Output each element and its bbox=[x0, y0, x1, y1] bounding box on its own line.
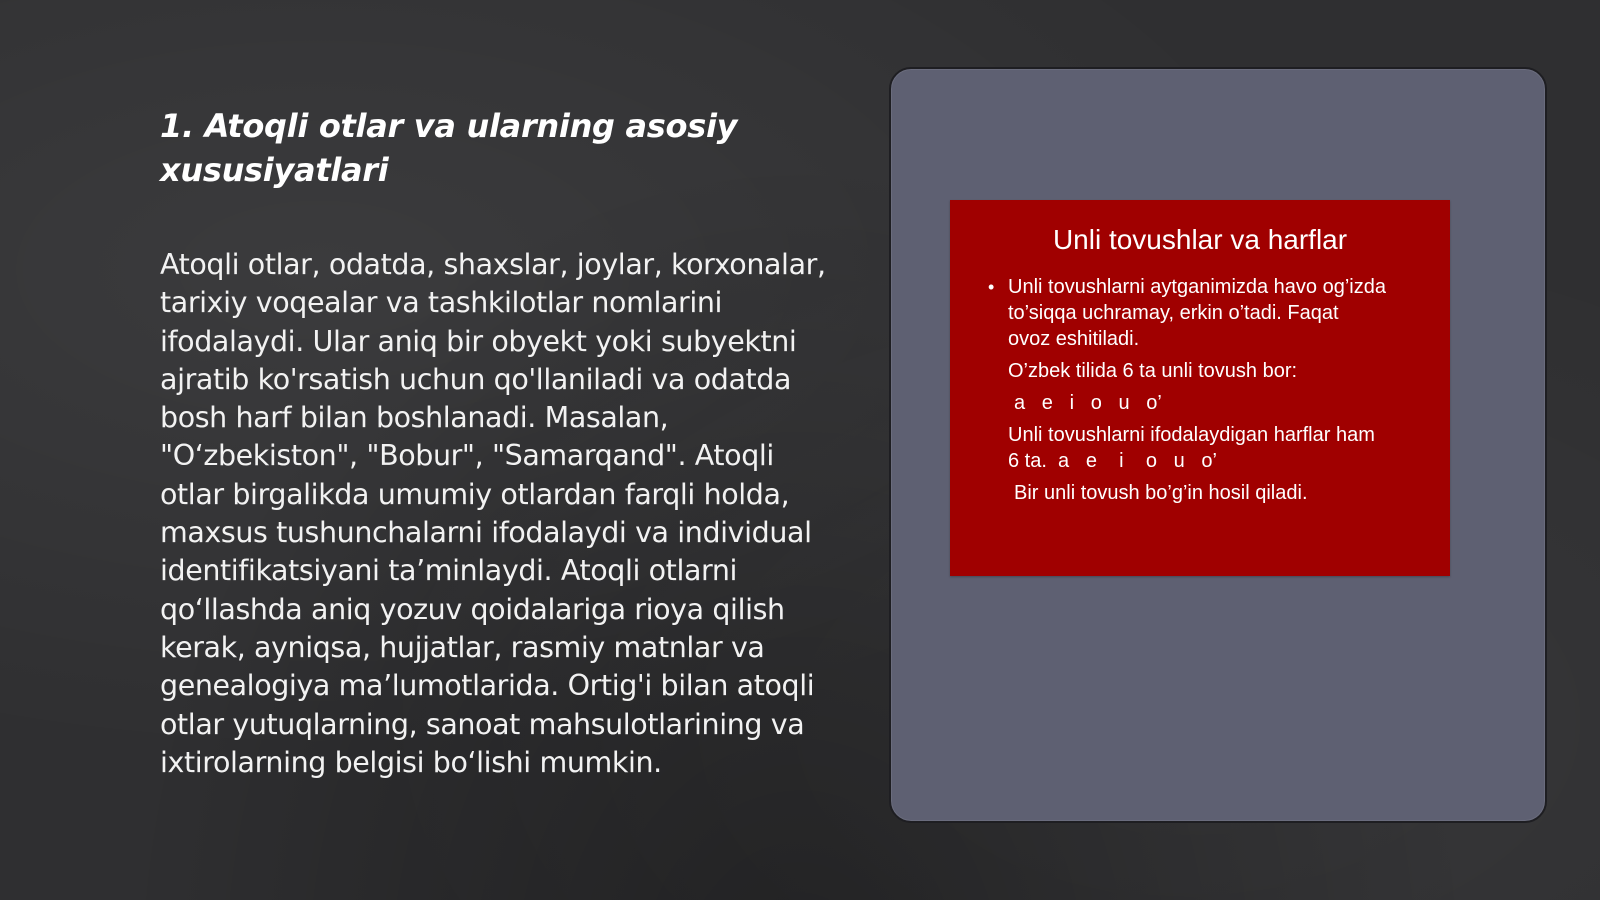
embedded-slide-list bbox=[986, 274, 1430, 506]
list-line: 6 ta. a e i o u o’ bbox=[1008, 450, 1217, 472]
list-line: Unli tovushlarni ifodalaydigan harflar ham bbox=[1008, 424, 1375, 446]
list-item bbox=[986, 390, 1430, 416]
list-line: to’siqqa uchramay, erkin o’tadi. Faqat bbox=[1008, 302, 1339, 324]
slide-body-text: Atoqli otlar, odatda, shaxslar, joylar, korxonalar, tarixiy voqealar va tashkilotlar nomlarini ifodalaydi. Ular aniq bir obyekt yoki subyektni ajratib ko'rsatish uchun qo'llaniladi va odatda bosh harf bilan boshlanadi. Masalan, "O‘zbekiston", "Bobur", "Samarqand". Atoqli otlar birgalikda umumiy otlardan farqli holda, maxsus tushunchalarni ifodalaydi va individual identifikatsiyani ta’minlaydi. Atoqli otlarni qo‘llashda aniq yozuv qoidalariga rioya qilish kerak, ayniqsa, hujjatlar, rasmiy matnlar va genealogiya ma’lumotlarida. Ortig'i bilan atoqli otlar yutuqlarning, sanoat mahsulotlarining va ixtirolarning belgisi bo‘lishi mumkin. bbox=[160, 248, 826, 779]
bullet-icon: • bbox=[988, 277, 995, 297]
slide-title: 1. Atoqli otlar va ularning asosiy xususiyatlari bbox=[160, 107, 738, 189]
list-line: Bir unli tovush bo’g’in hosil qiladi. bbox=[1014, 482, 1308, 504]
list-item bbox=[986, 480, 1430, 506]
list-item bbox=[986, 274, 1430, 352]
list-item bbox=[986, 358, 1430, 384]
list-item bbox=[986, 422, 1430, 474]
embedded-slide-title: Unli tovushlar va harflar bbox=[1052, 224, 1348, 255]
embedded-slide-image bbox=[950, 200, 1450, 576]
vowel-list: a e i o u o’ bbox=[1014, 392, 1162, 414]
list-line: O’zbek tilida 6 ta unli tovush bor: bbox=[1008, 360, 1298, 382]
list-line: ovoz eshitiladi. bbox=[1008, 328, 1140, 350]
list-line: Unli tovushlarni aytganimizda havo og’izda bbox=[1008, 276, 1386, 298]
